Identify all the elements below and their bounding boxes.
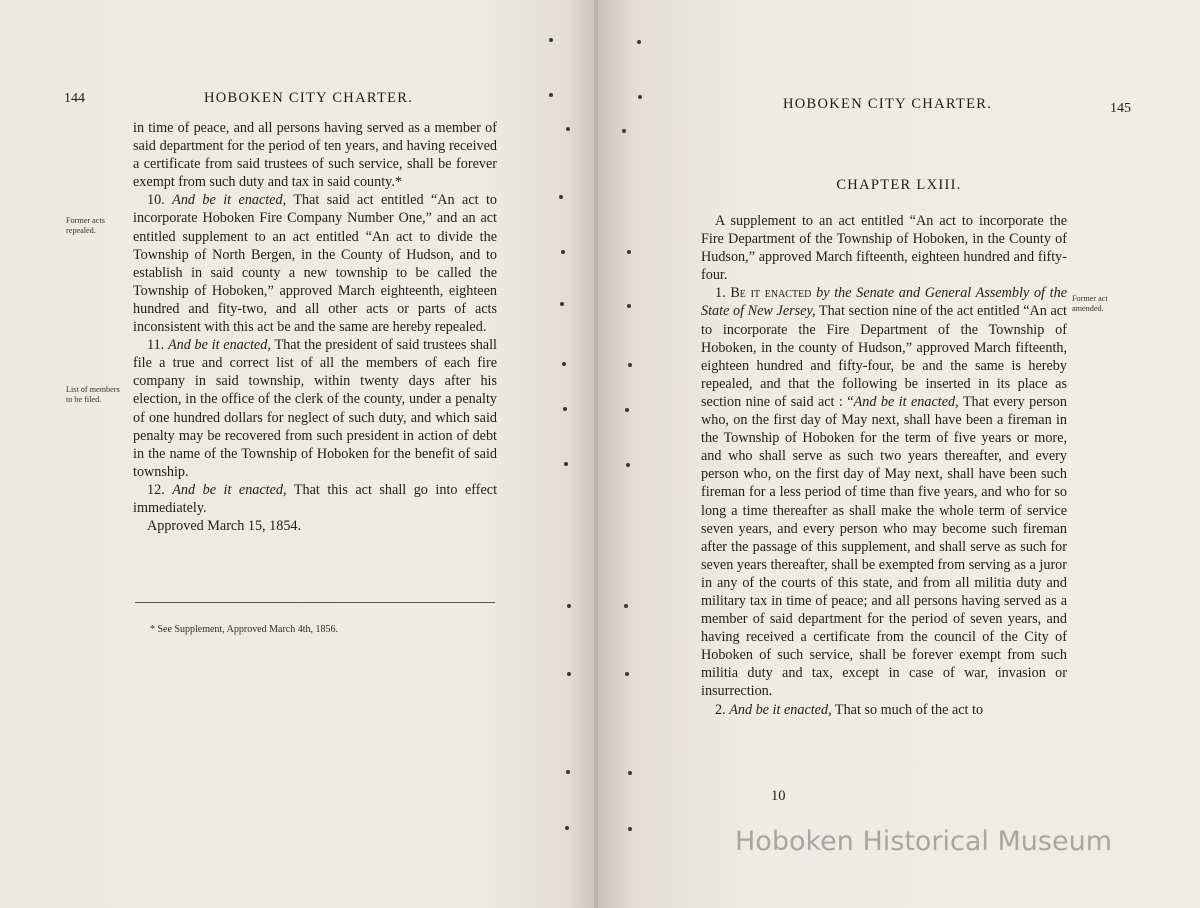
stitch-hole	[625, 672, 629, 676]
section-1-text-a: That section nine of the act entitled “An act to incorporate the Fire Department of the Township of Hoboken, in the county of Hudson,” approved March fifteenth, eighteen hundred and fifty-four, be and the same is hereby repealed, and that the following be inserted in its place as section nine of said act : “	[701, 303, 1068, 410]
right-body	[701, 212, 1067, 719]
stitch-hole	[627, 304, 631, 308]
footnote-rule	[135, 602, 495, 603]
stitch-hole	[549, 38, 553, 42]
section-1-enact-caps: Be it enacted	[730, 285, 812, 302]
stitch-hole	[625, 408, 629, 412]
stitch-hole	[559, 195, 563, 199]
stitch-hole	[627, 250, 631, 254]
stitch-hole	[564, 462, 568, 466]
museum-watermark: Hoboken Historical Museum	[735, 826, 1113, 857]
margin-note-list-of-members: List of members to be filed.	[66, 385, 120, 404]
stitch-hole	[628, 827, 632, 831]
continuation-paragraph: in time of peace, and all persons having served as a member of said department for the period of ten years, and having received a certificate from said trustees of such service, shall be forever exempt from such duty and tax in said county.*	[133, 120, 497, 191]
section-1	[701, 284, 1067, 700]
section-11	[133, 336, 497, 481]
section-11-text: That the president of said trustees shall file a true and correct list of all the members of each fire company in said township, within twenty days after his election, in the office of the clerk of the county, under a penalty of one hundred dollars for neglect of such duty, and which said penalty may be recovered from such president in action of debt in the name of the Township of Hoboken for the benefit of said township.	[133, 337, 497, 480]
section-10-text: That said act entitled “An act to incorporate Hoboken Fire Company Number One,” and an act entitled supplement to an act entitled “An act to divide the Township of North Bergen, in the County of Hudson, and to establish in said county a new township to be called the Township of Hoboken,” approved March eighteenth, eighteen hundred and fity-two, and all other acts or parts of acts inconsistent with this act be and the same are hereby repealed.	[133, 192, 498, 336]
margin-note-former-acts: Former acts repealed.	[66, 216, 105, 235]
stitch-hole	[562, 362, 566, 366]
section-10-enact: And be it enacted,	[172, 192, 287, 209]
printer-signature: 10	[771, 788, 786, 804]
section-1-number: 1.	[715, 285, 726, 302]
section-10	[133, 191, 497, 336]
section-1-enact-inner: And be it enacted,	[853, 393, 959, 410]
stitch-hole	[549, 93, 553, 97]
stitch-hole	[561, 250, 565, 254]
section-2	[701, 701, 1067, 719]
stitch-hole	[622, 129, 626, 133]
section-11-enact: And be it enacted,	[167, 337, 271, 354]
preamble: A supplement to an act entitled “An act to incorporate the Fire Department of the Township of Hoboken, in the County of Hudson,” approved March fifteenth, eighteen hundred and fifty-four.	[701, 213, 1067, 284]
running-head-left: HOBOKEN CITY CHARTER.	[204, 90, 414, 106]
stitch-hole	[638, 95, 642, 99]
section-1-text-b: That every person who, on the first day of May next, shall have been a fireman in the Township of Hoboken for the term of five years or more, and who shall serve as such two years thereafter, and every person who, on the first day of May next, shall have been such fireman for a less period of time than five years, and who for so long a time thereafter as shall make the whole term of service seven years, and every person who may become such fireman after the passage of this supplement, and shall serve as such for seven years thereafter, shall be exempted from serving as a juror in any of the courts of this state, and from all militia duty and military tax in time of peace; and all persons having served as a member of said department for the period of seven years, and having received a certificate from the council of the City of Hoboken of such service, shall be forever exempt from such militia duty and tax, except in case of war, invasion or insurrection.	[701, 393, 1067, 700]
footnote: * See Supplement, Approved March 4th, 1856.	[150, 624, 339, 635]
stitch-hole	[567, 672, 571, 676]
stitch-hole	[637, 40, 641, 44]
section-12-text: That this act shall go into effect immediately.	[133, 481, 498, 516]
left-page	[0, 0, 596, 908]
margin-note-former-act: Former act amended.	[1072, 294, 1108, 313]
page-number-left: 144	[64, 91, 85, 106]
stitch-hole	[563, 407, 567, 411]
stitch-hole	[628, 771, 632, 775]
page-number-right: 145	[1110, 101, 1131, 116]
running-head-right: HOBOKEN CITY CHARTER.	[783, 96, 993, 112]
stitch-hole	[624, 604, 628, 608]
chapter-heading: CHAPTER LXIII.	[836, 177, 962, 193]
stitch-hole	[628, 363, 632, 367]
section-2-number: 2.	[715, 701, 726, 718]
left-body	[133, 119, 497, 535]
section-12-enact: And be it enacted,	[172, 481, 287, 498]
section-2-text: That so much of the act to	[834, 701, 984, 718]
section-11-number: 11.	[147, 337, 165, 354]
stitch-hole	[626, 463, 630, 467]
stitch-hole	[567, 604, 571, 608]
section-12	[133, 481, 497, 517]
section-2-enact: And be it enacted,	[729, 701, 832, 718]
section-1-enact-rest: by the Senate and General Assembly of the State of New Jersey,	[701, 285, 1068, 320]
section-10-number: 10.	[147, 192, 165, 209]
stitch-hole	[566, 770, 570, 774]
approved-line: Approved March 15, 1854.	[147, 518, 302, 535]
section-12-number: 12.	[147, 481, 165, 498]
stitch-hole	[560, 302, 564, 306]
stitch-hole	[565, 826, 569, 830]
stitch-hole	[566, 127, 570, 131]
